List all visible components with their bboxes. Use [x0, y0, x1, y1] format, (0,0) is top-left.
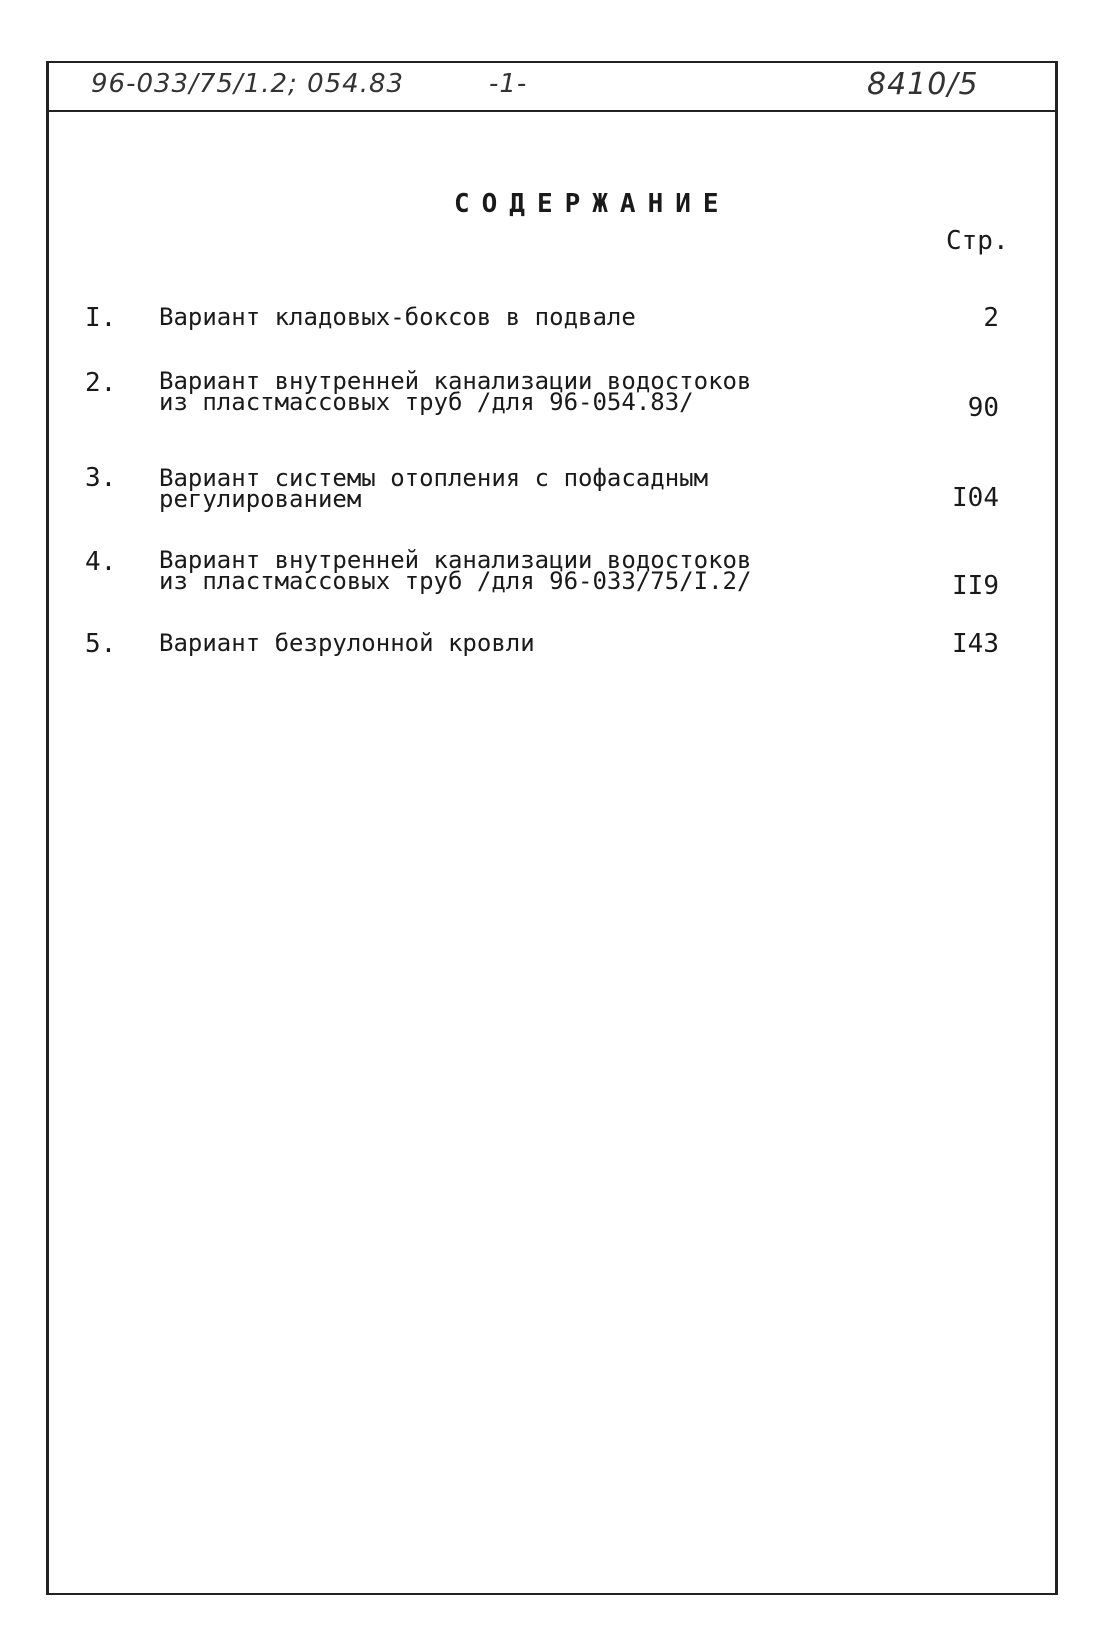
- document-code: 96-033/75/1.2; 054.83: [91, 69, 405, 99]
- reference-number: 8410/5: [867, 67, 979, 102]
- toc-entry-number: 4.: [85, 547, 117, 577]
- toc-entry-number: I.: [85, 303, 117, 333]
- contents-title: СОДЕРЖАНИЕ: [454, 189, 731, 219]
- toc-entry-title-line1: Вариант кладовых-боксов в подвале: [159, 303, 636, 331]
- toc-entry-page: I04: [952, 483, 999, 513]
- toc-entry-page: 2: [983, 303, 999, 333]
- toc-entry-page: 90: [967, 393, 999, 423]
- page-column-label: Стр.: [946, 226, 1009, 256]
- header-divider: [49, 110, 1055, 112]
- document-sheet: [46, 61, 1058, 1595]
- toc-entry-title-line2: регулированием: [159, 485, 362, 513]
- toc-entry-page: I43: [952, 629, 999, 659]
- toc-entry-number: 3.: [85, 463, 117, 493]
- toc-entry-title-line2: из пластмассовых труб /для 96-054.83/: [159, 388, 694, 416]
- toc-entry-number: 5.: [85, 629, 117, 659]
- toc-entry-title-line1: Вариант внутренней канализации водостоков: [159, 367, 752, 395]
- toc-entry-page: II9: [952, 571, 999, 601]
- toc-entry-title-line1: Вариант безрулонной кровли: [159, 629, 535, 657]
- page-number: -1-: [489, 69, 528, 99]
- toc-entry-title-line1: Вариант системы отопления с пофасадным: [159, 464, 709, 492]
- toc-entry-title-line1: Вариант внутренней канализации водостоков: [159, 546, 752, 574]
- toc-entry-title-line2: из пластмассовых труб /для 96-033/75/I.2/: [159, 567, 752, 595]
- toc-entry-number: 2.: [85, 368, 117, 398]
